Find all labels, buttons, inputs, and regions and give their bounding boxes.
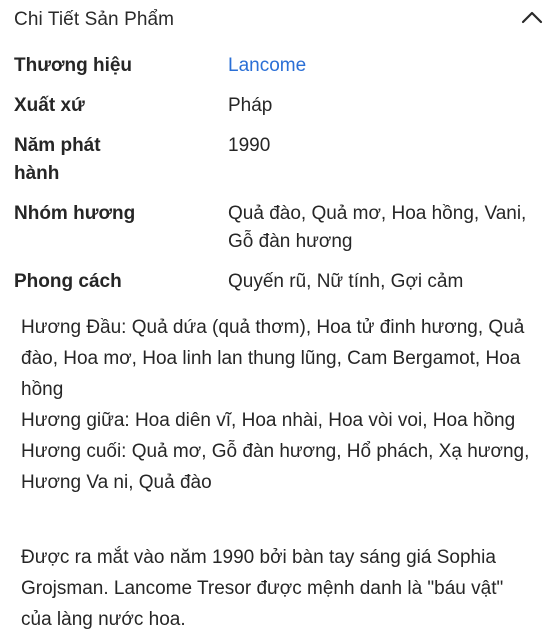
spec-value: 1990 — [228, 135, 271, 156]
base-notes: Hương cuối: Quả mơ, Gỗ đàn hương, Hổ phách, Xạ hương, Hương Va ni, Quả đào — [21, 441, 530, 493]
spec-row-brand — [14, 52, 534, 80]
spec-row-origin — [14, 92, 534, 120]
spec-label: Xuất xứ — [14, 95, 85, 116]
product-description: Được ra mắt vào năm 1990 bởi bàn tay sáng giá Sophia Grojsman. Lancome Tresor được mệnh danh là "báu vật" của làng nước hoa. — [21, 547, 504, 630]
section-title: Chi Tiết Sản Phẩm — [14, 9, 175, 30]
spec-row-scent-group — [14, 200, 534, 256]
spec-value: Pháp — [228, 95, 273, 116]
spec-value: Quả đào, Quả mơ, Hoa hồng, Vani, Gỗ đàn hương — [228, 203, 527, 252]
spec-label: Năm phát hành — [14, 135, 101, 184]
top-notes: Hương Đầu: Quả dứa (quả thơm), Hoa tử đinh hương, Quả đào, Hoa mơ, Hoa linh lan thung lũng, Cam Bergamot, Hoa hồng — [21, 317, 525, 400]
spec-row-style — [14, 268, 534, 296]
spec-label: Phong cách — [14, 271, 122, 292]
middle-notes: Hương giữa: Hoa diên vĩ, Hoa nhài, Hoa vòi voi, Hoa hồng — [21, 410, 516, 431]
section-header[interactable] — [14, 0, 541, 40]
collapse-button[interactable] — [519, 4, 545, 30]
fragrance-notes — [21, 312, 536, 498]
spec-label: Nhóm hương — [14, 203, 136, 224]
spec-value: Quyến rũ, Nữ tính, Gợi cảm — [228, 271, 464, 292]
brand-link[interactable]: Lancome — [228, 55, 307, 76]
spec-row-release-year — [14, 132, 534, 188]
spec-table — [14, 48, 534, 296]
spec-label: Thương hiệu — [14, 55, 133, 76]
chevron-up-icon — [521, 10, 543, 24]
